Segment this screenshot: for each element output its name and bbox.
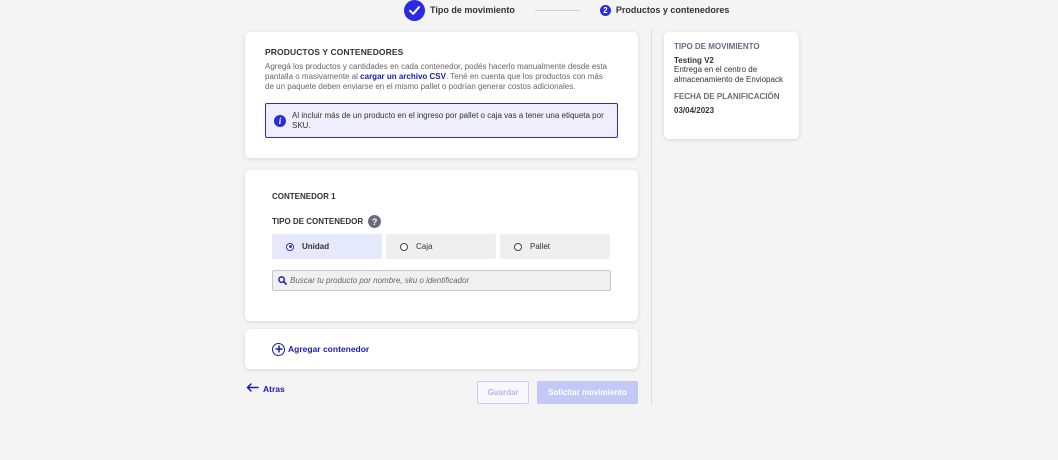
- radio-icon: [514, 243, 522, 251]
- info-banner: [265, 103, 618, 138]
- info-icon: i: [274, 115, 286, 127]
- add-container-button[interactable]: Agregar contenedor: [288, 344, 370, 354]
- container-type-options: [272, 234, 611, 259]
- movement-type-label: TIPO DE MOVIMIENTO: [674, 42, 760, 51]
- arrow-left-icon: [246, 383, 259, 394]
- step-2-number: 2: [600, 5, 611, 16]
- movement-name: Testing V2: [674, 56, 714, 65]
- intro-title: PRODUCTOS Y CONTENEDORES: [265, 47, 404, 57]
- products-intro-card: [245, 32, 638, 158]
- info-text: Al incluir más de un producto en el ingreso por pallet o caja vas a tener una etiqueta por SKU.: [292, 110, 604, 130]
- vertical-divider: [651, 29, 652, 405]
- check-circle-icon: [404, 0, 425, 21]
- option-label: Caja: [416, 242, 433, 251]
- intro-text-start: Agregá los productos y cantidades en cada contenedor, podés hacerlo manualmente desde esta pantalla o masivamente al: [265, 62, 608, 81]
- step-1-label: Tipo de movimiento: [430, 5, 515, 15]
- search-input[interactable]: [290, 276, 600, 285]
- add-container-card[interactable]: [245, 329, 638, 369]
- option-label: Pallet: [530, 242, 551, 251]
- intro-text: [265, 62, 613, 92]
- planning-date-label: FECHA DE PLANIFICACIÓN: [674, 92, 780, 101]
- container-card: [245, 170, 638, 321]
- container-title: CONTENEDOR 1: [272, 192, 336, 201]
- option-unidad[interactable]: [272, 234, 382, 259]
- movement-summary-card: [664, 32, 799, 139]
- step-2-label: Productos y contenedores: [615, 5, 730, 15]
- intro-text-end: . Tené en cuenta que los productos con más de un paquete deben enviarse en el mismo pallet o podrían generar costos adicionales.: [265, 72, 603, 91]
- radio-icon: [400, 243, 408, 251]
- container-type-row: [272, 215, 611, 228]
- help-icon[interactable]: ?: [368, 215, 381, 228]
- plus-circle-icon[interactable]: [272, 343, 285, 356]
- option-label: Unidad: [302, 242, 330, 251]
- upload-csv-link[interactable]: cargar un archivo CSV: [360, 72, 446, 81]
- stepper-connector: [535, 10, 580, 11]
- option-caja[interactable]: [386, 234, 496, 259]
- movement-description: Entrega en el centro de almacenamiento de Enviopack: [674, 65, 783, 84]
- back-label: Atras: [263, 383, 285, 394]
- planning-date: 03/04/2023: [674, 106, 715, 115]
- product-search: [272, 270, 611, 291]
- save-button[interactable]: Guardar: [477, 381, 529, 404]
- submit-movement-button[interactable]: Solicitar movimiento: [537, 381, 638, 404]
- back-button[interactable]: [246, 383, 285, 394]
- radio-icon: [286, 243, 294, 251]
- stepper: [404, 0, 729, 20]
- container-type-label: TIPO DE CONTENEDOR: [272, 217, 364, 226]
- search-icon: [278, 272, 287, 290]
- option-pallet[interactable]: [500, 234, 610, 259]
